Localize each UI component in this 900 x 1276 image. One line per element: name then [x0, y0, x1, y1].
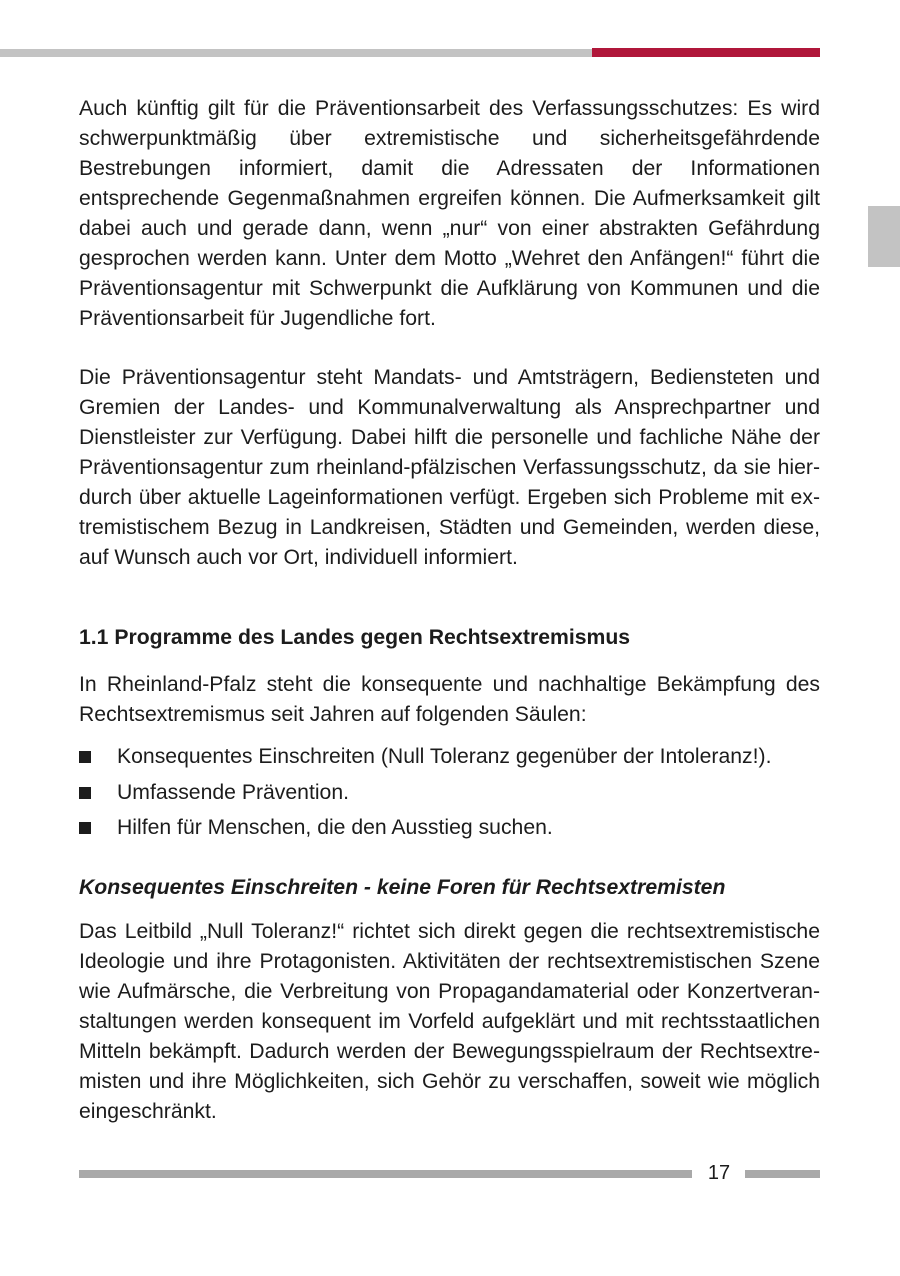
list-item-text: Hilfen für Menschen, die den Ausstieg suchen.: [117, 816, 553, 839]
square-bullet-icon: [79, 822, 91, 834]
footer-rule-right: [745, 1170, 820, 1178]
pillars-list: [79, 742, 820, 843]
square-bullet-icon: [79, 787, 91, 799]
list-item: [117, 742, 820, 772]
list-item: [117, 813, 820, 843]
list-item-text: Konsequentes Einschreiten (Null Toleranz gegenüber der Intoleranz!).: [117, 745, 772, 768]
subsection-body: Das Leitbild „Null Toleranz!“ richtet sich direkt gegen die rechtsextremistische Ideologie und ihre Protagonisten. Aktivitäten der rechtsextremistischen Szene wie Aufmärsche, die Verbreitung von Propagandamaterial oder Konzertveranstaltungen werden konsequent im Vorfeld aufgeklärt und mit rechtsstaatlichen Mitteln bekämpft. Dadurch werden der Bewegungsspielraum der Rechtsextremisten und ihre Möglichkeiten, sich Gehör zu verschaffen, soweit wie möglich eingeschränkt.: [79, 920, 820, 1123]
page-number: 17: [707, 1162, 731, 1184]
paragraph-prevention-work: Auch künftig gilt für die Präventionsarbeit des Verfassungsschutzes: Es wird schwerpunktmäßig über extremistische und sicherheitsgefährdende Bestrebungen informiert, damit die Adressaten der Informationen entsprechende Gegenmaßnahmen ergreifen können. Die Aufmerksamkeit gilt dabei auch und gerade dann, wenn „nur“ von einer abstrakten Gefährdung gesprochen werden kann. Unter dem Motto „Wehret den Anfängen!“ führt die Präventionsagentur mit Schwerpunkt die Aufklärung von Kommunen und die Präventionsarbeit für Jugendliche fort.: [79, 97, 820, 330]
paragraph-prevention-agency: Die Präventionsagentur steht Mandats- und Amtsträgern, Bediensteten und Gremien der Landes- und Kommunalverwaltung als Ansprechpartner und Dienstleister zur Verfügung. Dabei hilft die personelle und fachliche Nähe der Präventionsagentur zum rheinland-pfälzischen Verfassungsschutz, da sie hierdurch über aktuelle Lageinformationen verfügt. Ergeben sich Probleme mit extremistischem Bezug in Landkreisen, Städten und Gemeinden, werden diese, auf Wunsch auch vor Ort, individuell informiert.: [79, 366, 820, 569]
list-item-text: Umfassende Prävention.: [117, 780, 350, 804]
section-intro: In Rheinland-Pfalz steht die konsequente und nachhaltige Bekämpfung des Rechtsextremismus seit Jahren auf folgenden Säulen:: [79, 673, 820, 726]
page-content: [79, 94, 820, 1127]
footer-rule-left: [79, 1170, 692, 1178]
section-heading: 1.1 Programme des Landes gegen Rechtsextremismus: [79, 626, 631, 649]
side-tab-marker: [868, 206, 900, 267]
subsection-heading: Konsequentes Einschreiten - keine Foren für Rechtsextremisten: [79, 876, 726, 899]
list-item: [117, 778, 820, 808]
square-bullet-icon: [79, 751, 91, 763]
top-rule-gray: [0, 49, 592, 57]
top-rule-accent: [592, 48, 820, 57]
